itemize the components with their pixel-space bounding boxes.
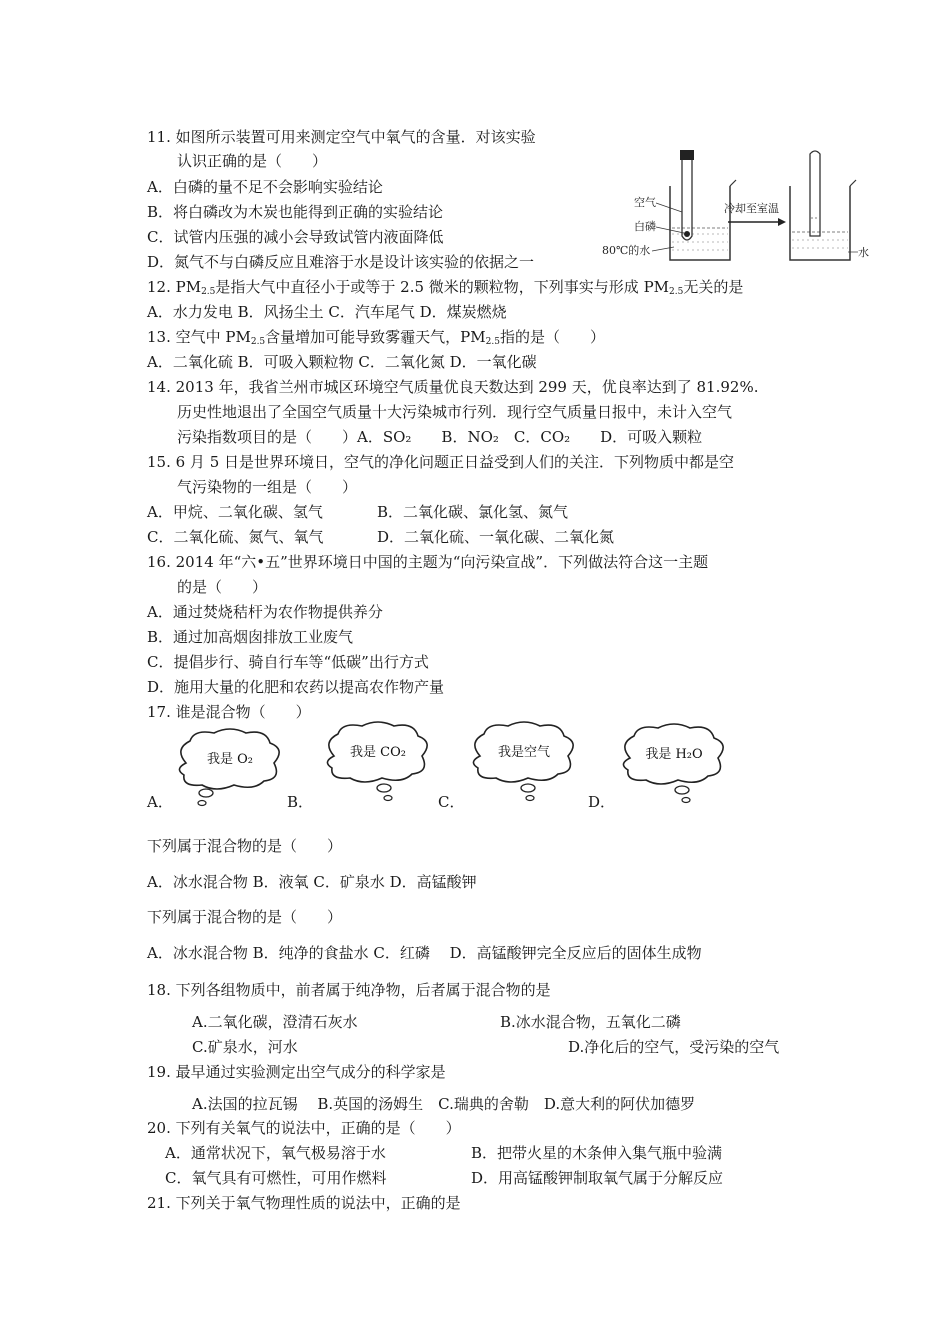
q20-option-c: C．氧气具有可燃性，可用作燃料 — [165, 1169, 387, 1187]
q19-options: A.法国的拉瓦锡 B.英国的汤姆生 C.瑞典的舍勒 D.意大利的阿伏加德罗 — [192, 1095, 696, 1113]
q15-line2: 气污染物的一组是（ ） — [177, 478, 358, 496]
q20-option-d: D．用高锰酸钾制取氧气属于分解反应 — [471, 1169, 724, 1187]
q17-label-c: C． — [438, 793, 465, 811]
extra1-options: A．冰水混合物 B．液氧 C．矿泉水 D．高锰酸钾 — [147, 873, 477, 891]
label-water: 水 — [858, 246, 869, 259]
q14-line3: 污染指数项目的是（ ）A．SO₂ B．NO₂ C．CO₂ D．可吸入颗粒 — [177, 428, 703, 446]
label-white-phosphorus: 白磷 — [634, 220, 656, 233]
q14-line2: 历史性地退出了全国空气质量十大污染城市行列．现行空气质量日报中，未计入空气 — [177, 403, 733, 421]
q16-option-b: B．通过加高烟囱排放工业废气 — [147, 628, 354, 646]
q15-line1: 15. 6 月 5 日是世界环境日，空气的净化问题正日益受到人们的关注．下列物质中都是空 — [147, 453, 735, 471]
q16-option-c: C．提倡步行、骑自行车等“低碳”出行方式 — [147, 653, 429, 671]
extra1-stem: 下列属于混合物的是（ ） — [147, 837, 343, 855]
q13-stem: 13. 空气中 $PM_{2.5}$含量增加可能导致雾霾天气，$PM_{2.5}$指的是（ ） — [147, 328, 605, 347]
q20-option-a: A．通常状况下，氧气极易溶于水 — [165, 1144, 386, 1162]
q12-stem: 12. $PM_{2.5}$是指大气中直径小于或等于 2.5 微米的颗粒物，下列事实与形成 $PM_{2.5}$无关的是 — [147, 278, 744, 297]
q16-option-a: A．通过焚烧秸杆为农作物提供养分 — [147, 603, 383, 621]
q15-option-a: A．甲烷、二氧化碳、氢气 — [147, 503, 323, 521]
q11-apparatus-diagram — [600, 148, 875, 268]
q11-option-b: B．将白磷改为木炭也能得到正确的实验结论 — [147, 203, 444, 221]
q17-cloud-c — [462, 718, 587, 806]
q17-stem: 17. 谁是混合物（ ） — [147, 703, 311, 721]
cloud-b-text: 我是 CO₂ — [350, 745, 406, 760]
label-hot-water: 80℃的水 — [602, 244, 651, 257]
q18-stem: 18. 下列各组物质中，前者属于纯净物，后者属于混合物的是 — [147, 981, 551, 999]
q17-label-d: D． — [588, 793, 616, 811]
label-air: 空气 — [634, 196, 656, 209]
q17-label-b: B． — [287, 793, 314, 811]
q11-option-c: C．试管内压强的减小会导致试管内液面降低 — [147, 228, 444, 246]
q17-label-a: A． — [147, 793, 173, 811]
q21-stem: 21. 下列关于氧气物理性质的说法中，正确的是 — [147, 1194, 461, 1212]
q15-option-c: C．二氧化硫、氮气、氧气 — [147, 528, 324, 546]
q14-line1: 14. 2013 年，我省兰州市城区环境空气质量优良天数达到 299 天，优良率达到了 81.92%. — [147, 378, 759, 396]
cloud-a-text: 我是 O₂ — [206, 752, 254, 767]
q11-option-a: A．白磷的量不足不会影响实验结论 — [147, 178, 383, 196]
q18-option-a: A.二氧化碳，澄清石灰水 — [192, 1013, 358, 1031]
q11-option-d: D．氮气不与白磷反应且难溶于水是设计该实验的依据之一 — [147, 253, 535, 271]
label-cool-to-room-temp: 冷却至室温 — [724, 202, 779, 215]
q13-options: A．二氧化硫 B．可吸入颗粒物 C．二氧化氮 D．一氧化碳 — [147, 353, 537, 371]
q15-option-b: B．二氧化碳、氯化氢、氮气 — [377, 503, 569, 521]
q17-cloud-b — [316, 718, 441, 806]
q16-line2: 的是（ ） — [177, 578, 268, 596]
q12-options: A．水力发电 B．风扬尘土 C．汽车尾气 D．煤炭燃烧 — [147, 303, 507, 321]
q16-line1: 16. 2014 年“六•五”世界环境日中国的主题为“向污染宣战”．下列做法符合这一主题 — [147, 553, 709, 571]
q11-stem-line1: 11. 如图所示装置可用来测定空气中氧气的含量．对该实验 — [147, 128, 536, 146]
q18-option-b: B.冰水混合物，五氧化二磷 — [500, 1013, 681, 1031]
q18-option-d: D.净化后的空气，受污染的空气 — [568, 1038, 780, 1056]
cloud-c-text: 我是空气 — [497, 745, 551, 760]
q17-cloud-a — [168, 725, 293, 810]
q16-option-d: D．施用大量的化肥和农药以提高农作物产量 — [147, 678, 445, 696]
q20-option-b: B．把带火星的木条伸入集气瓶中验满 — [471, 1144, 723, 1162]
extra2-stem: 下列属于混合物的是（ ） — [147, 908, 343, 926]
q17-cloud-d — [612, 720, 737, 808]
cloud-d-text: 我是 H₂O — [645, 747, 703, 762]
q20-stem: 20. 下列有关氧气的说法中，正确的是（ ） — [147, 1119, 461, 1137]
q18-option-c: C.矿泉水，河水 — [192, 1038, 298, 1056]
extra2-options: A．冰水混合物 B．纯净的食盐水 C．红磷 D．高锰酸钾完全反应后的固体生成物 — [147, 944, 702, 962]
q11-stem-line2: 认识正确的是（ ） — [177, 152, 328, 170]
q15-option-d: D．二氧化硫、一氧化碳、二氧化氮 — [377, 528, 615, 546]
q19-stem: 19. 最早通过实验测定出空气成分的科学家是 — [147, 1063, 446, 1081]
